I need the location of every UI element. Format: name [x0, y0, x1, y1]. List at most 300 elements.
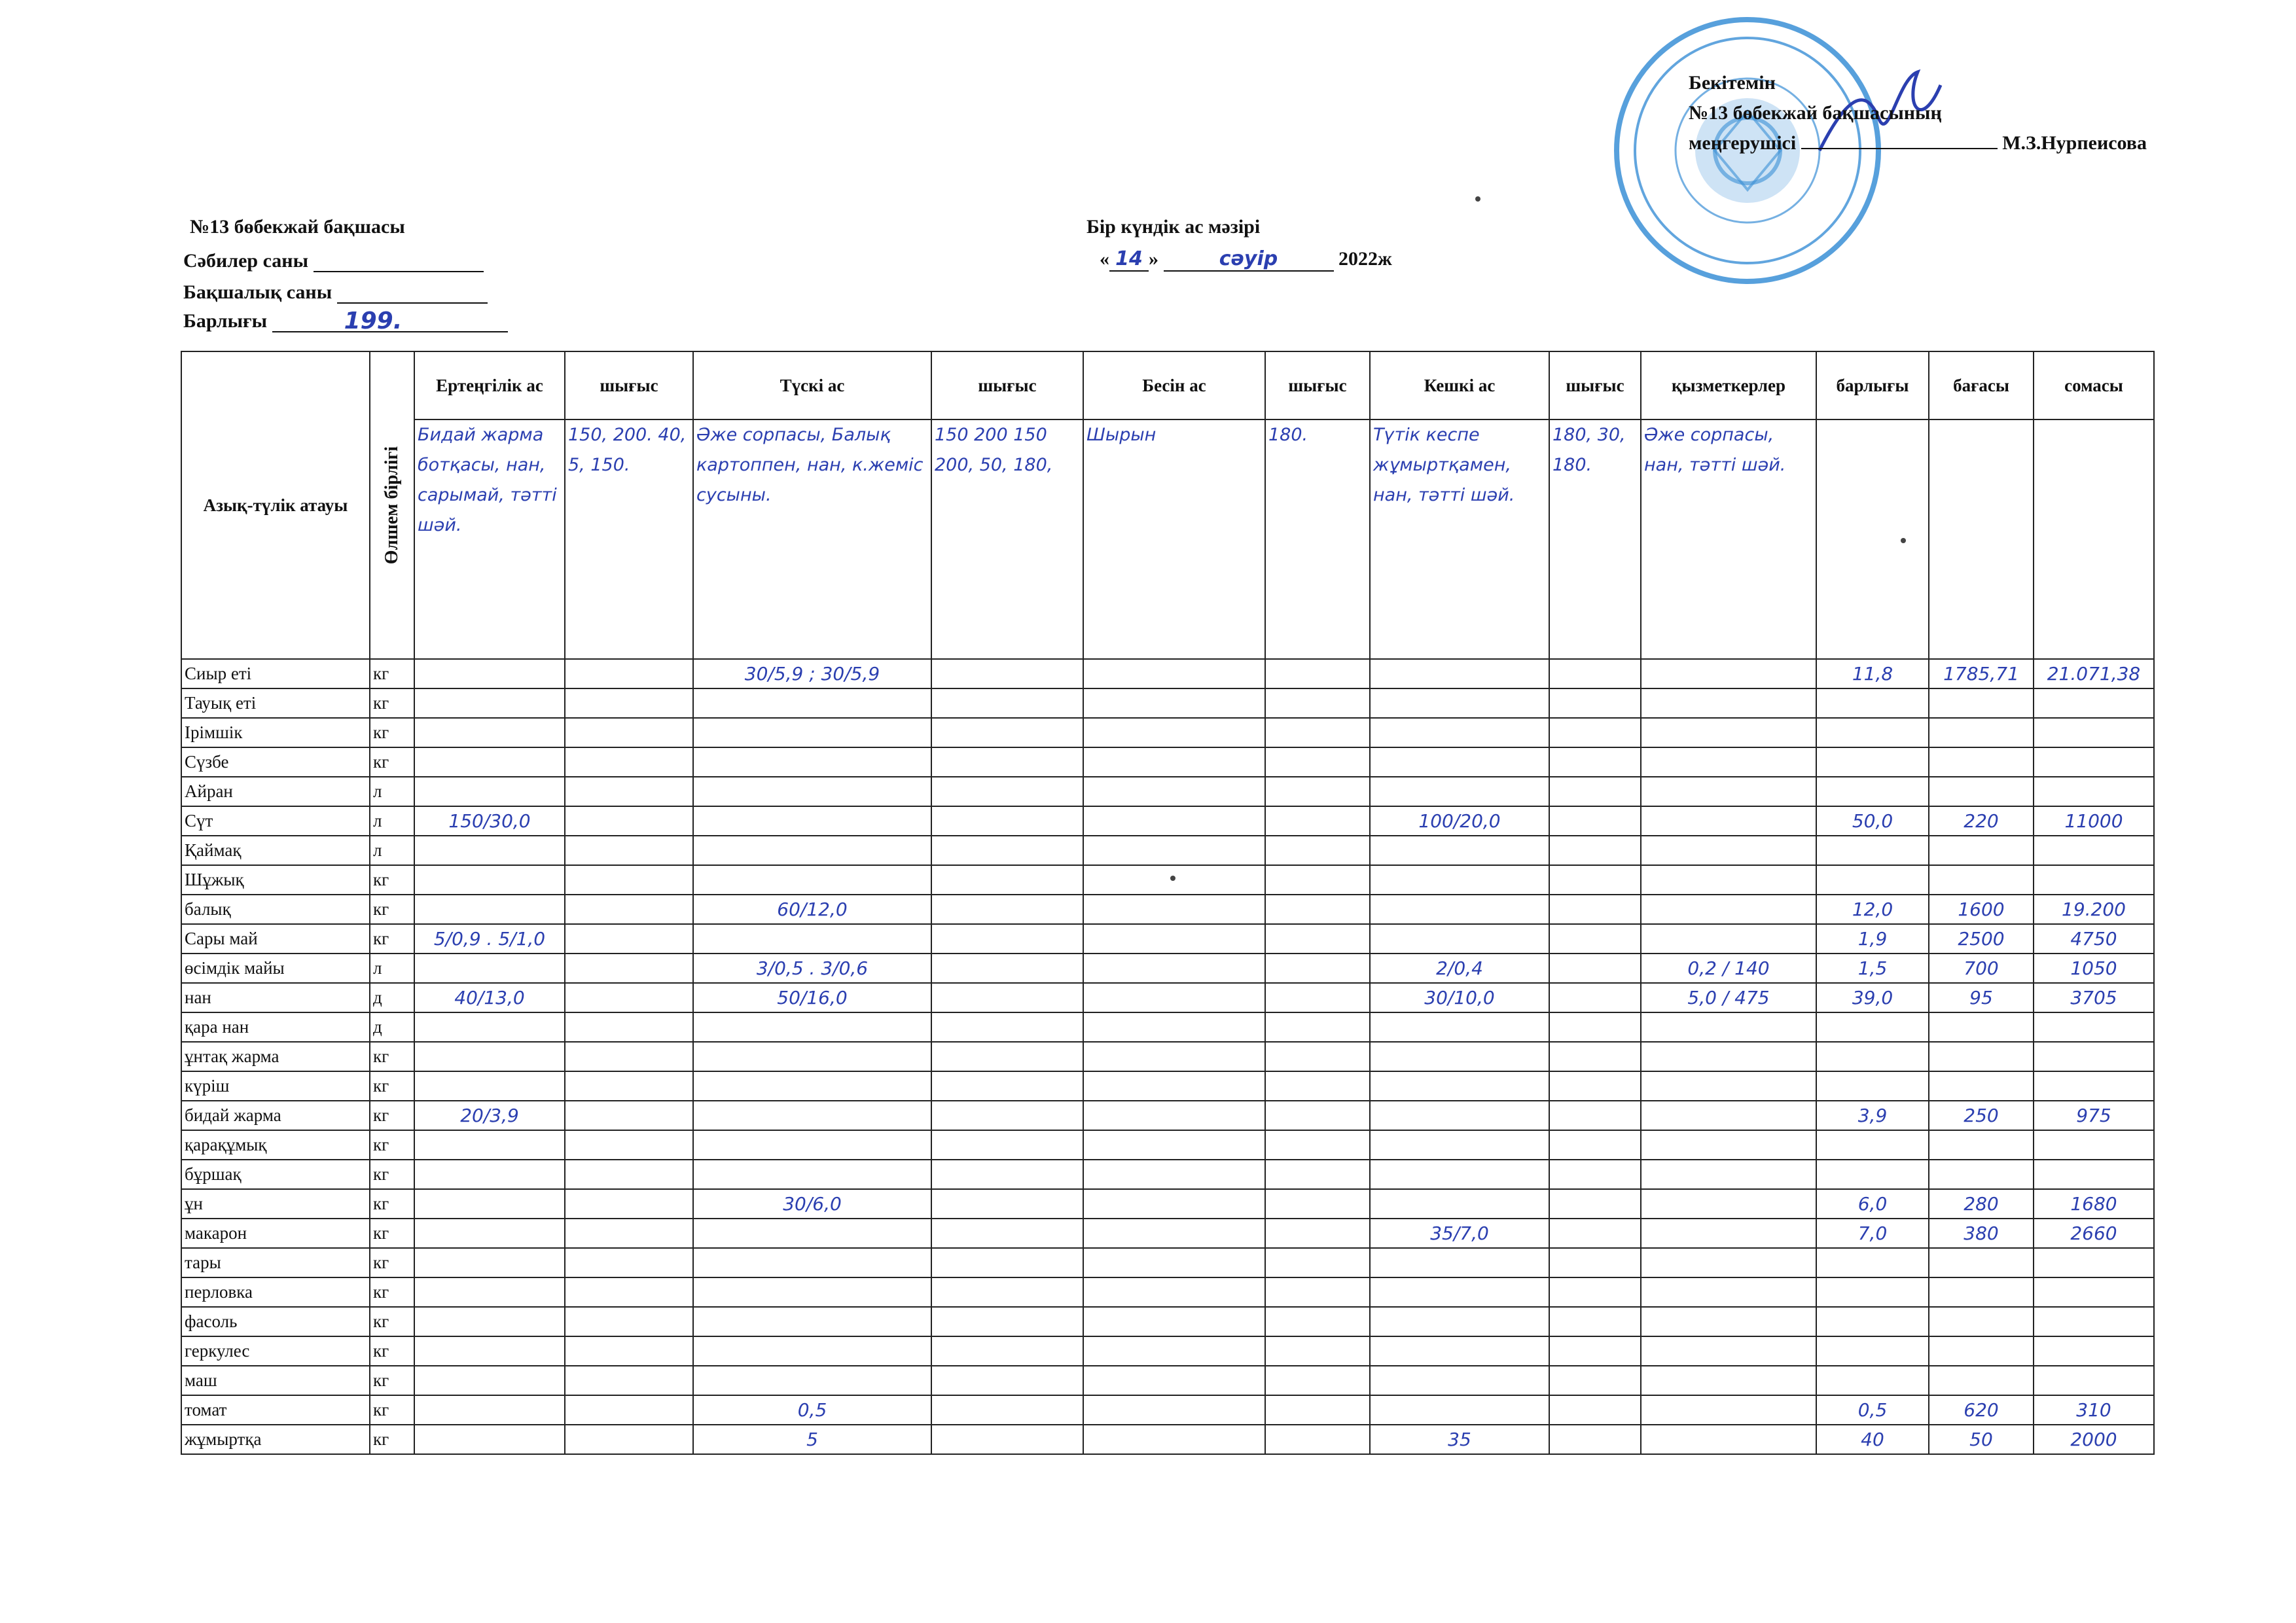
snack-out-blank — [1265, 1101, 1370, 1130]
breakfast-out-blank — [565, 954, 693, 983]
staff-amount — [1641, 747, 1816, 777]
breakfast-out-blank — [565, 1189, 693, 1219]
dinner-out-blank — [1549, 924, 1641, 954]
lunch-amount: 50/16,0 — [693, 983, 931, 1012]
snack-dishes: Шырын — [1083, 419, 1265, 659]
item-sum — [2034, 1336, 2154, 1366]
breakfast-amount — [414, 1395, 565, 1425]
total-count-value: 199. — [272, 310, 508, 332]
breakfast-amount — [414, 1366, 565, 1395]
snack-out-blank — [1265, 1189, 1370, 1219]
snack-out-blank — [1265, 1336, 1370, 1366]
dinner-out-blank — [1549, 1336, 1641, 1366]
institution-name: №13 бөбекжай бақшасы — [190, 216, 405, 238]
col-dinner-header: Кешкі ас — [1370, 351, 1549, 419]
lunch-amount — [693, 1366, 931, 1395]
item-price — [1929, 836, 2034, 865]
item-name: балық — [181, 895, 370, 924]
menu-sum-blank — [2034, 419, 2154, 659]
children-count-blank — [314, 249, 484, 272]
breakfast-out-blank — [565, 836, 693, 865]
table-row — [181, 659, 2154, 688]
item-sum — [2034, 1042, 2154, 1071]
staff-amount — [1641, 1425, 1816, 1454]
dinner-amount — [1370, 1101, 1549, 1130]
dinner-amount — [1370, 1366, 1549, 1395]
item-name: Сиыр еті — [181, 659, 370, 688]
item-name: қара нан — [181, 1012, 370, 1042]
snack-amount — [1083, 1189, 1265, 1219]
snack-out-blank — [1265, 1366, 1370, 1395]
item-name: өсімдік майы — [181, 954, 370, 983]
breakfast-dishes: Бидай жарма ботқасы, нан, сарымай, тәтті шәй. — [414, 419, 565, 659]
breakfast-amount — [414, 659, 565, 688]
breakfast-amount — [414, 865, 565, 895]
breakfast-out-blank — [565, 1042, 693, 1071]
item-total: 3,9 — [1816, 1101, 1929, 1130]
snack-amount — [1083, 1042, 1265, 1071]
staff-amount — [1641, 659, 1816, 688]
item-total — [1816, 1307, 1929, 1336]
dinner-amount — [1370, 924, 1549, 954]
lunch-out-blank — [931, 1395, 1083, 1425]
breakfast-out-blank — [565, 1307, 693, 1336]
breakfast-amount — [414, 1130, 565, 1160]
item-sum: 975 — [2034, 1101, 2154, 1130]
dinner-amount — [1370, 1395, 1549, 1425]
scan-speck — [1901, 538, 1906, 543]
staff-amount — [1641, 924, 1816, 954]
snack-amount — [1083, 688, 1265, 718]
item-name: қарақұмық — [181, 1130, 370, 1160]
lunch-out-blank — [931, 1101, 1083, 1130]
item-total: 40 — [1816, 1425, 1929, 1454]
snack-out-blank — [1265, 1307, 1370, 1336]
breakfast-out-blank — [565, 1160, 693, 1189]
item-price: 620 — [1929, 1395, 2034, 1425]
head-name: М.З.Нурпеисова — [2002, 132, 2147, 154]
col-snack-header: Бесін ас — [1083, 351, 1265, 419]
staff-amount — [1641, 1248, 1816, 1277]
dinner-amount — [1370, 865, 1549, 895]
snack-amount — [1083, 806, 1265, 836]
lunch-out-blank — [931, 1189, 1083, 1219]
dinner-amount — [1370, 1042, 1549, 1071]
dinner-out-blank — [1549, 806, 1641, 836]
table-row — [181, 1101, 2154, 1130]
staff-amount — [1641, 1219, 1816, 1248]
menu-dishes-row — [181, 419, 2154, 659]
item-unit: л — [370, 836, 414, 865]
snack-amount — [1083, 1277, 1265, 1307]
staff-amount — [1641, 718, 1816, 747]
item-price: 280 — [1929, 1189, 2034, 1219]
dinner-out-blank — [1549, 1042, 1641, 1071]
lunch-amount — [693, 1307, 931, 1336]
snack-out-blank — [1265, 1130, 1370, 1160]
col-sum-header: сомасы — [2034, 351, 2154, 419]
lunch-out-blank — [931, 747, 1083, 777]
breakfast-out-blank — [565, 806, 693, 836]
item-price — [1929, 865, 2034, 895]
item-name: фасоль — [181, 1307, 370, 1336]
item-unit: кг — [370, 1042, 414, 1071]
menu-total-blank — [1816, 419, 1929, 659]
snack-amount — [1083, 1160, 1265, 1189]
table-row — [181, 1189, 2154, 1219]
breakfast-out-blank — [565, 1277, 693, 1307]
col-out4-header: шығыс — [1549, 351, 1641, 419]
lunch-out-blank — [931, 1130, 1083, 1160]
item-total: 39,0 — [1816, 983, 1929, 1012]
item-unit: л — [370, 954, 414, 983]
dinner-amount — [1370, 836, 1549, 865]
item-unit: кг — [370, 1248, 414, 1277]
breakfast-out-blank — [565, 895, 693, 924]
total-count-label: Барлығы — [183, 310, 268, 332]
lunch-out-blank — [931, 1012, 1083, 1042]
staff-amount — [1641, 1336, 1816, 1366]
breakfast-out-blank — [565, 1395, 693, 1425]
dinner-out-blank — [1549, 1277, 1641, 1307]
staff-amount — [1641, 688, 1816, 718]
item-total — [1816, 836, 1929, 865]
dinner-out-blank — [1549, 983, 1641, 1012]
dinner-out-blank — [1549, 954, 1641, 983]
dinner-amount — [1370, 1012, 1549, 1042]
col-item-header: Азық-түлік атауы — [181, 351, 370, 659]
lunch-out-blank — [931, 1336, 1083, 1366]
snack-out-blank — [1265, 1071, 1370, 1101]
item-sum — [2034, 1012, 2154, 1042]
breakfast-out-blank — [565, 1130, 693, 1160]
scan-speck — [1475, 196, 1480, 202]
item-total — [1816, 1160, 1929, 1189]
breakfast-amount: 5/0,9 . 5/1,0 — [414, 924, 565, 954]
snack-out-blank — [1265, 1160, 1370, 1189]
table-header-row — [181, 351, 2154, 419]
dinner-amount — [1370, 777, 1549, 806]
item-unit: кг — [370, 1277, 414, 1307]
item-name: тары — [181, 1248, 370, 1277]
item-price — [1929, 747, 2034, 777]
lunch-amount: 30/6,0 — [693, 1189, 931, 1219]
dinner-out-blank — [1549, 747, 1641, 777]
item-sum — [2034, 1366, 2154, 1395]
lunch-amount: 0,5 — [693, 1395, 931, 1425]
breakfast-amount: 150/30,0 — [414, 806, 565, 836]
lunch-amount: 3/0,5 . 3/0,6 — [693, 954, 931, 983]
item-total: 1,9 — [1816, 924, 1929, 954]
snack-amount — [1083, 1366, 1265, 1395]
staff-amount — [1641, 806, 1816, 836]
item-sum — [2034, 747, 2154, 777]
dinner-out-blank — [1549, 1366, 1641, 1395]
item-unit: л — [370, 806, 414, 836]
item-price — [1929, 718, 2034, 747]
item-unit: кг — [370, 1395, 414, 1425]
lunch-amount: 60/12,0 — [693, 895, 931, 924]
item-sum — [2034, 718, 2154, 747]
snack-amount — [1083, 1219, 1265, 1248]
breakfast-out-blank — [565, 747, 693, 777]
table-row — [181, 1366, 2154, 1395]
lunch-out-blank — [931, 806, 1083, 836]
breakfast-amount — [414, 954, 565, 983]
breakfast-out-blank — [565, 1366, 693, 1395]
item-unit: кг — [370, 659, 414, 688]
snack-out-blank — [1265, 747, 1370, 777]
unit-header-text: Өлшем бірлігі — [382, 446, 402, 565]
snack-amount — [1083, 1012, 1265, 1042]
staff-amount: 5,0 / 475 — [1641, 983, 1816, 1012]
item-unit: кг — [370, 1336, 414, 1366]
snack-out-blank — [1265, 1248, 1370, 1277]
staff-amount — [1641, 836, 1816, 865]
breakfast-out-blank — [565, 983, 693, 1012]
table-row — [181, 1425, 2154, 1454]
breakfast-out-blank — [565, 1101, 693, 1130]
item-total — [1816, 688, 1929, 718]
snack-amount — [1083, 924, 1265, 954]
menu-title: Бір күндік ас мәзірі — [1086, 216, 1261, 238]
table-row — [181, 895, 2154, 924]
item-unit: л — [370, 777, 414, 806]
dinner-amount — [1370, 1248, 1549, 1277]
breakfast-amount — [414, 1219, 565, 1248]
item-sum: 2660 — [2034, 1219, 2154, 1248]
snack-out-blank — [1265, 865, 1370, 895]
dinner-amount — [1370, 1336, 1549, 1366]
dinner-amount: 30/10,0 — [1370, 983, 1549, 1012]
col-breakfast-header: Ертеңгілік ас — [414, 351, 565, 419]
item-total — [1816, 1071, 1929, 1101]
snack-amount — [1083, 1130, 1265, 1160]
lunch-out-blank — [931, 688, 1083, 718]
staff-amount — [1641, 1130, 1816, 1160]
breakfast-amount — [414, 1277, 565, 1307]
breakfast-amount: 40/13,0 — [414, 983, 565, 1012]
table-row — [181, 1012, 2154, 1042]
dinner-amount: 2/0,4 — [1370, 954, 1549, 983]
item-sum: 11000 — [2034, 806, 2154, 836]
item-price — [1929, 1366, 2034, 1395]
snack-out-blank — [1265, 983, 1370, 1012]
item-price: 2500 — [1929, 924, 2034, 954]
item-unit: д — [370, 1012, 414, 1042]
breakfast-out-blank — [565, 777, 693, 806]
lunch-amount — [693, 688, 931, 718]
item-name: Сүт — [181, 806, 370, 836]
item-price — [1929, 1160, 2034, 1189]
col-staff-header: қызметкерлер — [1641, 351, 1816, 419]
table-row — [181, 1395, 2154, 1425]
dinner-out-blank — [1549, 1012, 1641, 1042]
staff-amount — [1641, 1012, 1816, 1042]
item-total: 0,5 — [1816, 1395, 1929, 1425]
item-sum — [2034, 1307, 2154, 1336]
table-row — [181, 1071, 2154, 1101]
col-out2-header: шығыс — [931, 351, 1083, 419]
item-price — [1929, 688, 2034, 718]
item-total — [1816, 1130, 1929, 1160]
col-total-header: барлығы — [1816, 351, 1929, 419]
lunch-portions: 150 200 150 200, 50, 180, — [931, 419, 1083, 659]
staff-amount — [1641, 1277, 1816, 1307]
dinner-out-blank — [1549, 1307, 1641, 1336]
item-unit: кг — [370, 747, 414, 777]
signature-line — [1801, 148, 1998, 149]
breakfast-amount — [414, 1042, 565, 1071]
item-sum: 2000 — [2034, 1425, 2154, 1454]
lunch-amount — [693, 1160, 931, 1189]
item-price: 50 — [1929, 1425, 2034, 1454]
dinner-portions: 180, 30, 180. — [1549, 419, 1641, 659]
lunch-amount — [693, 924, 931, 954]
item-unit: кг — [370, 865, 414, 895]
lunch-out-blank — [931, 1366, 1083, 1395]
snack-out-blank — [1265, 659, 1370, 688]
lunch-amount — [693, 1012, 931, 1042]
dinner-dishes: Түтік кеспе жұмыртқамен, нан, тәтті шәй. — [1370, 419, 1549, 659]
item-sum: 3705 — [2034, 983, 2154, 1012]
lunch-amount: 30/5,9 ; 30/5,9 — [693, 659, 931, 688]
approval-line-1: Бекітемін — [1689, 72, 1776, 94]
snack-amount — [1083, 1336, 1265, 1366]
snack-out-blank — [1265, 718, 1370, 747]
breakfast-out-blank — [565, 688, 693, 718]
snack-amount — [1083, 1071, 1265, 1101]
item-name: маш — [181, 1366, 370, 1395]
dinner-amount — [1370, 1277, 1549, 1307]
breakfast-amount — [414, 1248, 565, 1277]
dinner-amount — [1370, 659, 1549, 688]
snack-amount — [1083, 718, 1265, 747]
lunch-amount — [693, 1219, 931, 1248]
breakfast-amount — [414, 747, 565, 777]
breakfast-amount — [414, 895, 565, 924]
dinner-amount — [1370, 895, 1549, 924]
lunch-out-blank — [931, 659, 1083, 688]
snack-out-blank — [1265, 777, 1370, 806]
staff-amount: 0,2 / 140 — [1641, 954, 1816, 983]
table-row — [181, 1219, 2154, 1248]
item-sum: 21.071,38 — [2034, 659, 2154, 688]
item-price — [1929, 1130, 2034, 1160]
item-name: Шұжық — [181, 865, 370, 895]
snack-out-blank — [1265, 1395, 1370, 1425]
dinner-amount — [1370, 747, 1549, 777]
lunch-out-blank — [931, 1425, 1083, 1454]
item-total — [1816, 1012, 1929, 1042]
dinner-out-blank — [1549, 1219, 1641, 1248]
date-day: 14 — [1109, 247, 1149, 272]
item-price: 700 — [1929, 954, 2034, 983]
approval-line-2: №13 бөбекжай бақшасының — [1689, 102, 1942, 124]
col-lunch-header: Түскі ас — [693, 351, 931, 419]
snack-amount — [1083, 836, 1265, 865]
dinner-out-blank — [1549, 718, 1641, 747]
table-row — [181, 1248, 2154, 1277]
dinner-out-blank — [1549, 1160, 1641, 1189]
col-unit-header — [370, 351, 414, 659]
breakfast-amount — [414, 1071, 565, 1101]
dinner-amount — [1370, 1160, 1549, 1189]
item-unit: кг — [370, 1307, 414, 1336]
item-price: 1600 — [1929, 895, 2034, 924]
breakfast-out-blank — [565, 718, 693, 747]
dinner-out-blank — [1549, 895, 1641, 924]
staff-amount — [1641, 865, 1816, 895]
table-row — [181, 806, 2154, 836]
dinner-out-blank — [1549, 1248, 1641, 1277]
lunch-out-blank — [931, 895, 1083, 924]
snack-out-blank — [1265, 924, 1370, 954]
menu-price-blank — [1929, 419, 2034, 659]
staff-amount — [1641, 777, 1816, 806]
lunch-amount — [693, 806, 931, 836]
item-unit: д — [370, 983, 414, 1012]
item-name: макарон — [181, 1219, 370, 1248]
item-name: бидай жарма — [181, 1101, 370, 1130]
staff-amount — [1641, 1307, 1816, 1336]
dinner-out-blank — [1549, 836, 1641, 865]
item-unit: кг — [370, 1189, 414, 1219]
item-sum — [2034, 865, 2154, 895]
menu-table — [181, 351, 2155, 1455]
snack-amount — [1083, 895, 1265, 924]
snack-out-blank — [1265, 1277, 1370, 1307]
dinner-amount — [1370, 1071, 1549, 1101]
kindergarten-count-blank — [337, 280, 488, 304]
snack-amount — [1083, 1248, 1265, 1277]
lunch-amount — [693, 1130, 931, 1160]
menu-date: « 14 » сәуір 2022ж — [1100, 247, 1392, 270]
date-year: 2022ж — [1338, 248, 1392, 270]
item-price: 250 — [1929, 1101, 2034, 1130]
item-name: геркулес — [181, 1336, 370, 1366]
snack-amount — [1083, 1395, 1265, 1425]
dinner-out-blank — [1549, 688, 1641, 718]
dinner-amount — [1370, 718, 1549, 747]
dinner-amount — [1370, 1189, 1549, 1219]
item-sum — [2034, 836, 2154, 865]
lunch-out-blank — [931, 983, 1083, 1012]
col-out1-header: шығыс — [565, 351, 693, 419]
snack-amount — [1083, 659, 1265, 688]
lunch-dishes: Әже сорпасы, Балық картоппен, нан, к.жеміс сусыны. — [693, 419, 931, 659]
staff-amount — [1641, 895, 1816, 924]
lunch-amount — [693, 1101, 931, 1130]
dinner-out-blank — [1549, 1130, 1641, 1160]
item-name: Сүзбе — [181, 747, 370, 777]
lunch-amount — [693, 1277, 931, 1307]
item-sum: 1680 — [2034, 1189, 2154, 1219]
breakfast-amount — [414, 1012, 565, 1042]
item-price: 1785,71 — [1929, 659, 2034, 688]
lunch-out-blank — [931, 924, 1083, 954]
lunch-amount — [693, 747, 931, 777]
kindergarten-count-label: Бақшалық саны — [183, 281, 332, 303]
item-unit: кг — [370, 1071, 414, 1101]
staff-amount — [1641, 1071, 1816, 1101]
dinner-out-blank — [1549, 659, 1641, 688]
lunch-out-blank — [931, 1042, 1083, 1071]
snack-out-blank — [1265, 1012, 1370, 1042]
dinner-out-blank — [1549, 777, 1641, 806]
item-total: 7,0 — [1816, 1219, 1929, 1248]
item-sum: 310 — [2034, 1395, 2154, 1425]
